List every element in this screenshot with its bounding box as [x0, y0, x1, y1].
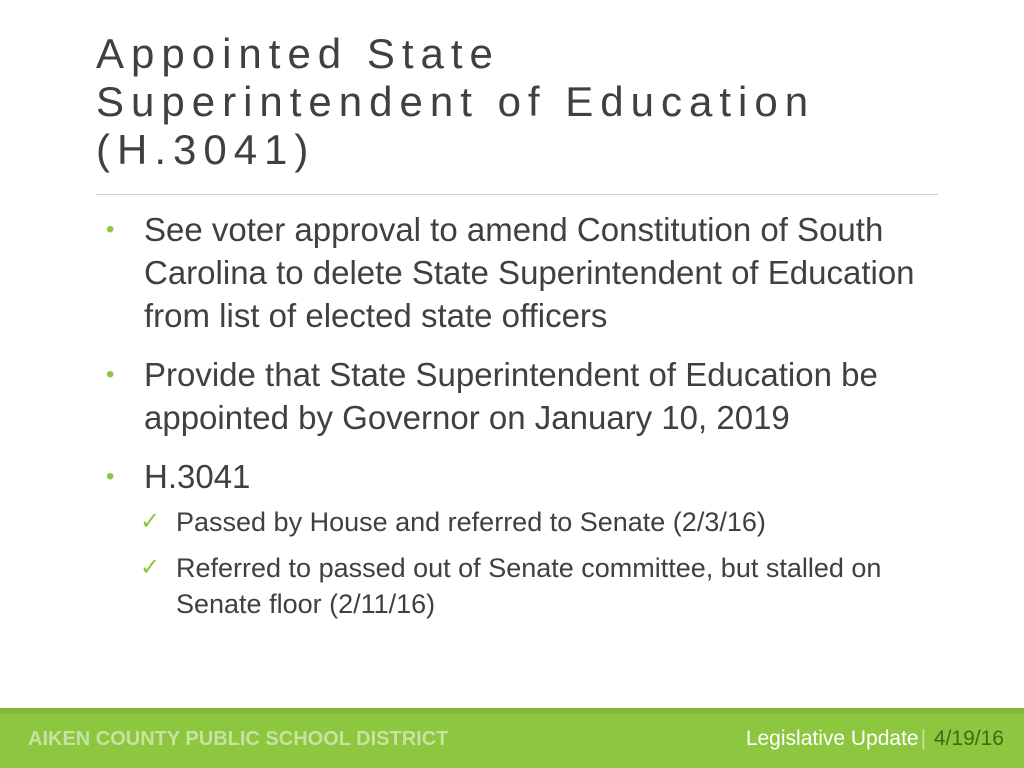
title-divider	[96, 194, 938, 195]
title-line-2: Superintendent of Education	[96, 78, 816, 125]
bullet-text: Provide that State Superintendent of Education be appointed by Governor on January 10, 2019	[144, 356, 878, 436]
checkmark-icon: ✓	[140, 554, 161, 581]
sub-item-text: Passed by House and referred to Senate (2/3/16)	[176, 507, 766, 537]
sub-item-text: Referred to passed out of Senate committee, but stalled on Senate floor (2/11/16)	[176, 553, 882, 619]
footer-organization: AIKEN COUNTY PUBLIC SCHOOL DISTRICT	[28, 728, 449, 750]
sub-list-item	[96, 504, 956, 540]
bullet-item	[96, 208, 956, 337]
bullet-dot-icon: •	[106, 463, 115, 490]
title-line-3: (H.3041)	[96, 126, 316, 173]
sub-list-item	[96, 550, 956, 622]
checkmark-icon: ✓	[140, 508, 161, 535]
footer-date: 4/19/16	[933, 727, 1004, 750]
title-line-1: Appointed State	[96, 30, 500, 77]
sub-list	[96, 504, 956, 622]
bullet-text: See voter approval to amend Constitution of South Carolina to delete State Superintendent of Education from list of elected state officers	[144, 211, 915, 334]
bullet-dot-icon: •	[106, 216, 115, 243]
bullet-text: H.3041	[144, 458, 251, 495]
slide-title	[96, 30, 956, 174]
footer-separator: |	[920, 727, 927, 750]
footer-update-label: Legislative Update	[745, 727, 919, 750]
bullet-dot-icon: •	[106, 361, 115, 388]
bullet-item	[96, 353, 956, 439]
footer-bar	[0, 714, 1024, 768]
bullet-item	[96, 455, 956, 498]
slide-content	[96, 208, 956, 632]
footer-meta	[746, 726, 1004, 752]
